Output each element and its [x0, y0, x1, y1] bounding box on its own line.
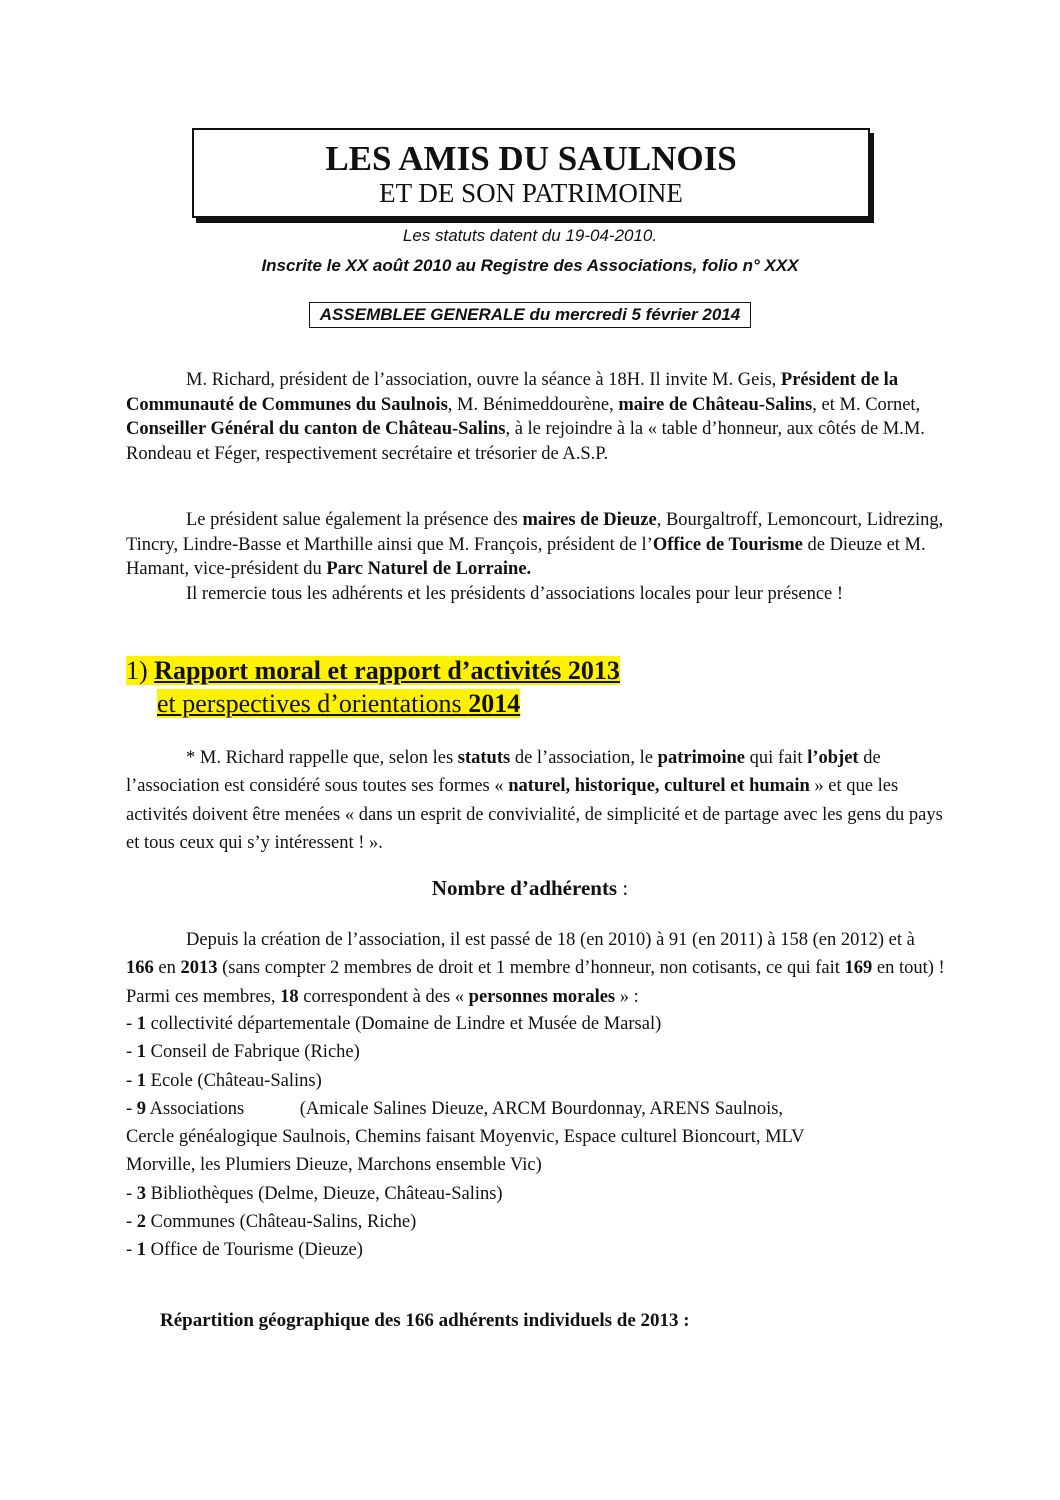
- item-text: Morville, les Plumiers Dieuze, Marchons ensemble Vic): [126, 1155, 542, 1176]
- bold-run: naturel, historique, culturel et humain: [508, 776, 810, 797]
- intro-paragraph-1: [126, 368, 946, 466]
- bold-run: patrimoine: [657, 748, 746, 768]
- text-run: qui fait: [745, 748, 808, 768]
- association-title: LES AMIS DU SAULNOIS: [325, 139, 737, 178]
- item-text: Communes (Château-Salins, Riche): [146, 1212, 417, 1233]
- item-count: 2: [136, 1212, 147, 1233]
- bold-run: Conseiller Général du canton de Château-Salins: [126, 419, 506, 439]
- text-run: » et que les activités doivent être menées « dans un esprit de convivialité, de simplicité et de partage avec les gens du pays et tous ceux qui s’y intéressent ! ».: [126, 776, 943, 853]
- list-item: - 1 Office de Tourisme (Dieuze): [126, 1240, 363, 1261]
- list-item: - 2 Communes (Château-Salins, Riche): [126, 1212, 417, 1233]
- item-text: Ecole (Château-Salins): [146, 1070, 322, 1091]
- text-run: Parmi ces membres,: [126, 986, 281, 1007]
- repartition-heading: Répartition géographique des 166 adhérents individuels de 2013 :: [160, 1310, 690, 1331]
- bold-run: statuts: [457, 748, 511, 768]
- text-run: , à le rejoindre à la « table d’honneur, aux côtés de M.M. Rondeau et Féger, respectivement secrétaire et trésorier de A.S.P.: [126, 419, 925, 464]
- text-run: en: [153, 958, 181, 979]
- item-count: 3: [136, 1183, 147, 1204]
- item-count: 1: [136, 1042, 147, 1063]
- title-box: [192, 128, 870, 218]
- association-subtitle: ET DE SON PATRIMOINE: [379, 178, 683, 208]
- item-text: Bibliothèques (Delme, Dieuze, Château-Salins): [146, 1183, 503, 1204]
- text-run: * M. Richard rappelle que, selon les: [186, 748, 458, 768]
- list-item: - 9 Associations (Amicale Salines Dieuze, ARCM Bourdonnay, ARENS Saulnois,: [126, 1098, 784, 1119]
- list-item: - 1 collectivité départementale (Domaine de Lindre et Musée de Marsal): [126, 1014, 662, 1034]
- section-1-heading: [126, 654, 620, 720]
- bold-run: Parc Naturel de Lorraine.: [326, 559, 532, 579]
- bold-run: Président de la Communauté de Communes du Saulnois: [126, 370, 899, 415]
- intro-paragraph-3: Il remercie tous les adhérents et les présidents d’associations locales pour leur présence !: [186, 583, 844, 604]
- list-item: - 1 Ecole (Château-Salins): [126, 1070, 322, 1091]
- bold-run: 166: [126, 958, 154, 979]
- adherents-heading: [0, 876, 1060, 901]
- section-title-year: 2014: [468, 689, 521, 718]
- text-run: Le président salue également la présence des: [186, 510, 523, 530]
- heading-suffix: :: [617, 876, 629, 900]
- item-text: Office de Tourisme (Dieuze): [146, 1240, 363, 1261]
- assemblee-generale-box: ASSEMBLEE GENERALE du mercredi 5 février 2014: [309, 302, 751, 328]
- statuts-paragraph: [126, 744, 946, 857]
- bold-run: l’objet: [807, 748, 859, 768]
- adherents-paragraph: [126, 926, 946, 1011]
- text-run: en tout) !: [872, 958, 945, 979]
- text-run: de Dieuze et M. Hamant, vice-président du: [126, 534, 926, 579]
- text-run: de l’association, le: [510, 748, 658, 768]
- statuts-date: Les statuts datent du 19-04-2010.: [402, 226, 658, 245]
- text-run: correspondent à des «: [298, 986, 469, 1007]
- item-text: Cercle généalogique Saulnois, Chemins faisant Moyenvic, Espace culturel Bioncourt, MLV: [126, 1127, 805, 1148]
- bold-run: maires de Dieuze: [522, 510, 657, 530]
- bold-run: 169: [844, 958, 873, 979]
- item-text: collectivité départementale (Domaine de Lindre et Musée de Marsal): [146, 1014, 662, 1034]
- item-count: 9: [136, 1098, 147, 1119]
- bold-run: 18: [280, 986, 299, 1007]
- text-run: Depuis la création de l’association, il est passé de 18 (en 2010) à 91 (en 2011) à 158 (en 2012) et à: [186, 930, 915, 950]
- item-count: 1: [136, 1240, 147, 1261]
- item-text: Associations (Amicale Salines Dieuze, ARCM Bourdonnay, ARENS Saulnois,: [146, 1098, 784, 1119]
- bold-run: maire de Château-Salins: [618, 394, 813, 415]
- item-count: 1: [136, 1014, 147, 1034]
- section-number: 1): [126, 656, 155, 685]
- list-item-continuation: [126, 1123, 946, 1151]
- heading-text: Nombre d’adhérents: [431, 876, 618, 900]
- text-run: de l’association est considéré sous toutes ses formes «: [126, 748, 881, 797]
- text-run: , et M. Cornet,: [812, 394, 921, 415]
- text-run: » :: [615, 986, 639, 1007]
- bold-run: 2013: [180, 958, 218, 979]
- members-list: [126, 1010, 946, 1265]
- bold-run: personnes morales: [468, 986, 616, 1007]
- list-item-continuation: [126, 1151, 946, 1179]
- text-run: M. Richard, président de l’association, ouvre la séance à 18H. Il invite M. Geis,: [186, 370, 781, 390]
- item-text: Conseil de Fabrique (Riche): [146, 1042, 360, 1063]
- section-title-line1: Rapport moral et rapport d’activités 2013: [154, 656, 620, 685]
- intro-paragraph-2: [126, 508, 946, 606]
- item-count: 1: [136, 1070, 147, 1091]
- text-run: , M. Bénimeddourène,: [447, 394, 619, 415]
- list-item: - 1 Conseil de Fabrique (Riche): [126, 1042, 360, 1063]
- list-item: - 3 Bibliothèques (Delme, Dieuze, Château-Salins): [126, 1183, 503, 1204]
- bold-run: Office de Tourisme: [652, 534, 803, 555]
- text-run: (sans compter 2 membres de droit et 1 membre d’honneur, non cotisants, ce qui fait: [217, 958, 845, 979]
- section-title-line2: et perspectives d’orientations: [157, 689, 469, 718]
- registre-line: Inscrite le XX août 2010 au Registre des Associations, folio n° XXX: [261, 256, 799, 275]
- text-run: , Bourgaltroff, Lemoncourt, Lidrezing, Tincry, Lindre-Basse et Marthille ainsi que M. François, président de l’: [126, 510, 944, 555]
